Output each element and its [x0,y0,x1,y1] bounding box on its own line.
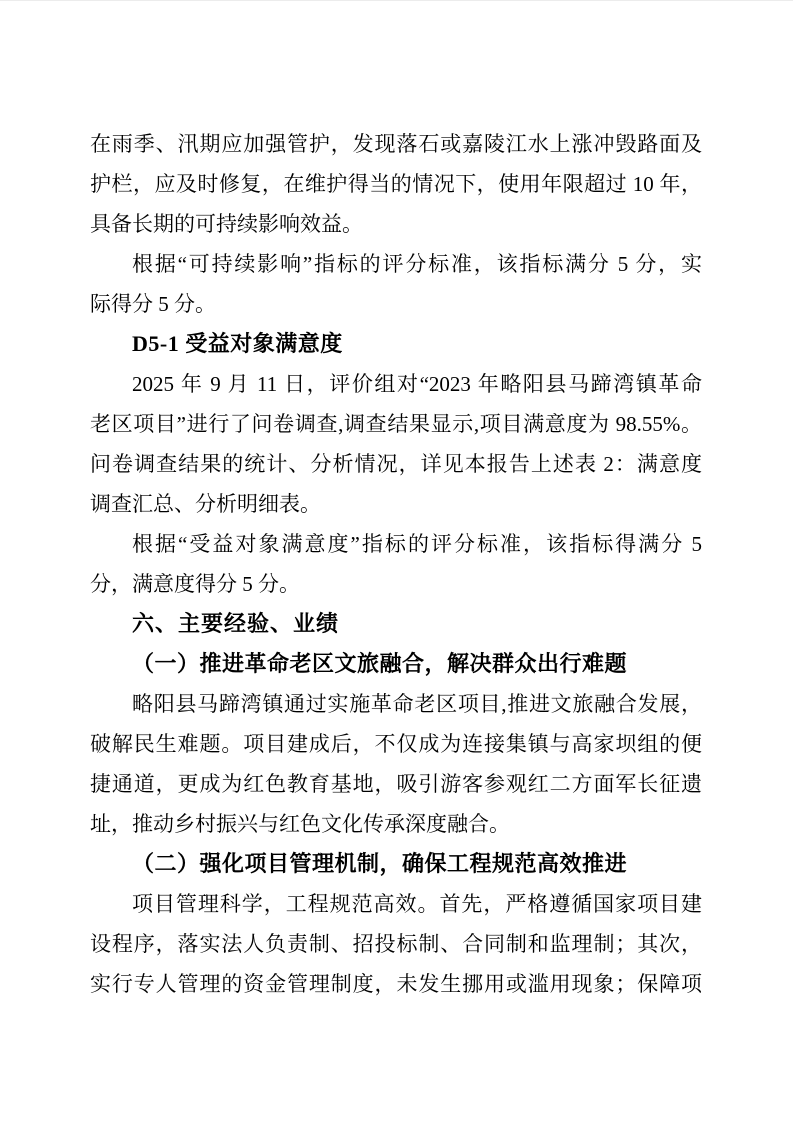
body-text-line: 问卷调查结果的统计、分析情况，详见本报告上述表 2：满意度 [90,452,702,476]
body-text-line: 在雨季、汛期应加强管护，发现落石或嘉陵江水上涨冲毁路面及 [90,132,702,156]
section-heading-d5-1: D5-1 受益对象满意度 [132,331,343,356]
body-text-line: 护栏，应及时修复，在维护得当的情况下，使用年限超过 10 年， [90,172,702,196]
body-text-line: 址，推动乡村振兴与红色文化传承深度融合。 [90,812,510,836]
text-content [90,124,702,1004]
body-text-line: 分，满意度得分 5 分。 [90,572,300,596]
body-text-line: 实行专人管理的资金管理制度，未发生挪用或滥用现象；保障项 [90,972,702,996]
body-text-line: 调查汇总、分析明细表。 [90,492,321,516]
subsection-heading-2: （二）强化项目管理机制，确保工程规范高效推进 [132,851,628,876]
body-text-line: 设程序，落实法人负责制、招投标制、合同制和监理制；其次， [90,932,702,956]
body-text-line: 根据“受益对象满意度”指标的评分标准，该指标得满分 5 [132,532,702,556]
body-text-line: 根据“可持续影响”指标的评分标准，该指标满分 5 分，实 [132,252,702,276]
body-text-line: 略阳县马蹄湾镇通过实施革命老区项目,推进文旅融合发展， [132,692,702,716]
body-text-line: 具备长期的可持续影响效益。 [90,212,363,236]
body-text-line: 项目管理科学，工程规范高效。首先，严格遵循国家项目建 [132,892,702,916]
section-heading-six: 六、主要经验、业绩 [132,611,340,636]
body-text-line: 际得分 5 分。 [90,292,216,316]
body-text-line: 捷通道，更成为红色教育基地，吸引游客参观红二方面军长征遗 [90,772,702,796]
subsection-heading-1: （一）推进革命老区文旅融合，解决群众出行难题 [132,651,628,676]
body-text-line: 2025 年 9 月 11 日，评价组对“2023 年略阳县马蹄湾镇革命 [132,372,702,396]
body-text-line: 破解民生难题。项目建成后，不仅成为连接集镇与高家坝组的便 [90,732,702,756]
body-text-line: 老区项目”进行了问卷调查,调查结果显示,项目满意度为 98.55%。 [90,412,702,436]
